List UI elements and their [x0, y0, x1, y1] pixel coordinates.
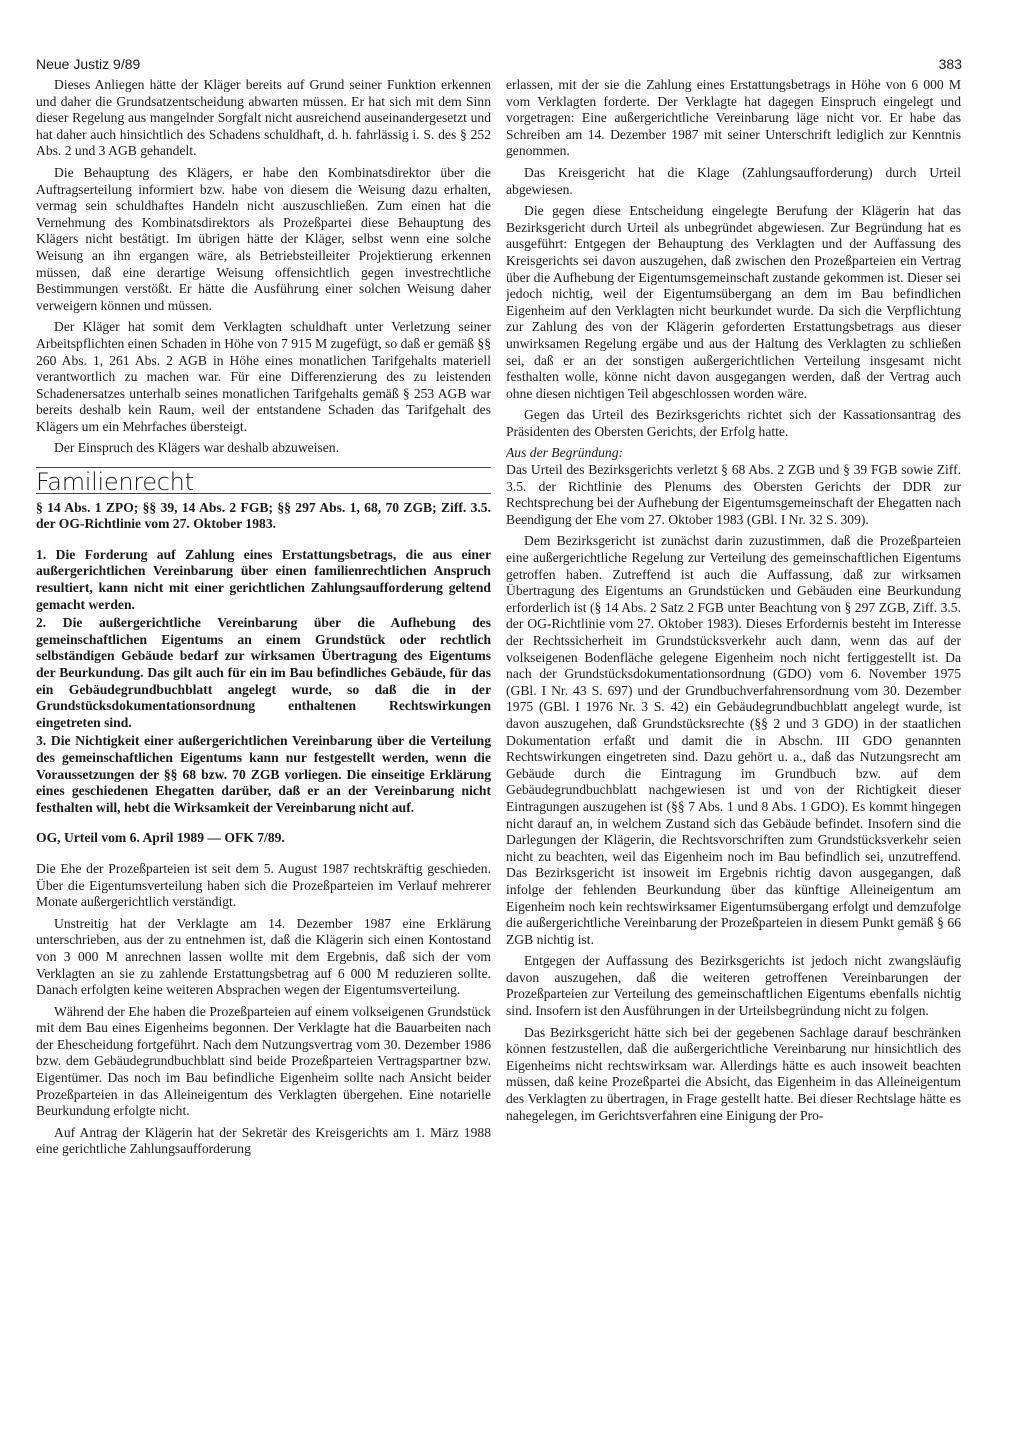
right-column: [506, 77, 961, 1422]
paragraph: Dieses Anliegen hätte der Kläger bereits auf Grund seiner Funktion erkennen und daher die Grundsatzentscheidung abwarten müssen. Er hat sich mit dem Sinn dieser Regelung aus mangelnder Sorgfalt nicht ausreichend auseinandergesetzt und hat daher auch hinsichtlich des Schadens schuldhaft, d. h. fahrlässig i. S. des § 252 Abs. 2 und 3 AGB gehandelt.: [36, 77, 491, 159]
journal-title: Neue Justiz 9/89: [36, 56, 141, 72]
page-header: [36, 56, 962, 72]
paragraph: Die gegen diese Entscheidung eingelegte Berufung der Klägerin hat das Bezirksgericht durch Urteil als unbegründet abgewiesen. Zur Begründung hat es ausgeführt: Entgegen der Behauptung des Verklagten und der Auffassung des Kreisgerichts sei davon auszugehen, daß zwischen den Prozeßparteien ein Vertrag über die Aufhebung der Eigentumsgemeinschaft zustande gekommen ist. Dieser sei jedoch nichtig, weil der Eigentumsübergang an dem im Bau befindlichen Eigenheim auf den Verklagten nicht beurkundet wurde. Da sich die Verpflichtung zur Zahlung des von der Klägerin geforderten Erstattungsbetrags aus dieser unwirksamen Regelung ergäbe und aus der Haltung des Verklagten zu schließen sei, daß er an der sonstigen außergerichtlichen Verteilung insgesamt nicht festhalten wolle, könne nicht davon ausgegangen werden, daß der Vertrag auch ohne diesen nichtigen Teil abgeschlossen worden wäre.: [506, 203, 961, 401]
paragraph: Der Kläger hat somit dem Verklagten schuldhaft unter Verletzung seiner Arbeitspflichten einen Schaden in Höhe von 7 915 M zugefügt, so daß er gemäß §§ 260 Abs. 1, 261 Abs. 2 AGB in Höhe eines monatlichen Tarifgehalts materiell verantwortlich zu machen war. Für eine Differenzierung des zu leistenden Schadenersatzes unterhalb seines monatlichen Tarifgehalts gemäß § 253 AGB war bereits deshalb kein Raum, weil der entstandene Schaden das Tarifgehalt des Klägers um ein Mehrfaches übersteigt.: [36, 319, 491, 434]
left-column: [36, 77, 491, 1417]
headnote-3: 3. Die Nichtigkeit einer außergerichtlichen Vereinbarung über die Verteilung des gemeinschaftlichen Eigentums kann nur festgestellt werden, wenn die Voraussetzungen der §§ 68 bzw. 70 ZGB vorliegen. Die einseitige Erklärung eines geschiedenen Ehegatten darüber, daß er an der Vereinbarung nicht festhalten will, hebt die Wirksamkeit der Vereinbarung nicht auf.: [36, 733, 491, 815]
paragraph: Auf Antrag der Klägerin hat der Sekretär des Kreisgerichts am 1. März 1988 eine gerichtliche Zahlungsaufforderung: [36, 1124, 491, 1157]
legal-references: § 14 Abs. 1 ZPO; §§ 39, 14 Abs. 2 FGB; §§ 297 Abs. 1, 68, 70 ZGB; Ziff. 3.5. der OG-Richtlinie vom 27. Oktober 1983.: [36, 499, 491, 532]
paragraph: Gegen das Urteil des Bezirksgerichts richtet sich der Kassationsantrag des Präsidenten des Obersten Gerichts, der Erfolg hatte.: [506, 407, 961, 439]
headnote-1: 1. Die Forderung auf Zahlung eines Erstattungsbetrags, die aus einer außergerichtlichen Vereinbarung über einen familienrechtlichen Anspruch resultiert, kann nicht mit einer gerichtlichen Zahlungsaufforderung geltend gemacht werden.: [36, 546, 491, 612]
paragraph: Das Kreisgericht hat die Klage (Zahlungsaufforderung) durch Urteil abgewiesen.: [506, 164, 961, 197]
paragraph: Das Urteil des Bezirksgerichts verletzt § 68 Abs. 2 ZGB und § 39 FGB sowie Ziff. 3.5. der Richtlinie des Plenums des Obersten Gerichts der DDR zur Rechtsprechung bei der Aufhebung der Eigentumsgemeinschaft der Ehegatten nach Beendigung der Ehe vom 27. Oktober 1983 (GBl. I Nr. 32 S. 309).: [506, 462, 961, 527]
subheading: Aus der Begründung:: [506, 445, 624, 461]
paragraph: Unstreitig hat der Verklagte am 14. Dezember 1987 eine Erklärung unterschrieben, aus der zu entnehmen ist, daß die Klägerin sich einen Kontostand von 3 000 M anrechnen lassen wollte mit dem Ergebnis, daß sich der vom Verklagten an sie zu zahlende Erstattungsbetrag auf 6 000 M reduzieren sollte. Danach erfolgten keine weiteren Absprachen wegen der Eigentumsverteilung.: [36, 915, 491, 998]
paragraph: Entgegen der Auffassung des Bezirksgerichts ist jedoch nicht zwangsläufig davon auszugehen, daß die weiteren getroffenen Vereinbarungen der Prozeßparteien zur Verteilung des gemeinschaftlichen Eigentums ebenfalls nichtig sind. Insofern ist den Ausführungen in der Urteilsbegründung nicht zu folgen.: [506, 953, 961, 1019]
paragraph: Der Einspruch des Klägers war deshalb abzuweisen.: [54, 440, 339, 456]
paragraph: Die Behauptung des Klägers, er habe den Kombinatsdirektor über die Auftragserteilung informiert bzw. habe von diesem die Weisung dazu erhalten, vermag sein schuldhaftes Handeln nicht auszuschließen. Zum einen hat die Vernehmung des Kombinatsdirektors als Prozeßpartei diese Behauptung des Klägers nicht bestätigt. Im übrigen hätte der Kläger, selbst wenn eine solche Weisung an ihn ergangen wäre, als Betriebsteilleiter Projektierung erkennen müssen, daß eine derartige Weisung offensichtlich gegen investrechtliche Bestimmungen verstößt. Er hätte die Ausführung einer solchen Weisung daher verweigern können und müssen.: [36, 164, 491, 313]
paragraph: Dem Bezirksgericht ist zunächst darin zuzustimmen, daß die Prozeßparteien eine außergerichtliche Regelung zur Verteilung des gemeinschaftlichen Eigentums getroffen haben. Zutreffend ist auch die Auffassung, daß zur wirksamen Übertragung des Eigentums an Grundstücken und Gebäuden eine Beurkundung erforderlich ist (§ 14 Abs. 2 Satz 2 FGB unter Beachtung von § 297 ZGB, Ziff. 3.5. der OG-Richtlinie vom 27. Oktober 1983). Dieses Erfordernis besteht im Interesse der Rechtssicherheit im Grundstücksverkehr auch dann, wenn das auf der volkseigenen Bodenfläche gelegene Eigenheim noch nicht fertiggestellt ist. Da nach der Grundstücksdokumentationsordnung (GDO) vom 6. November 1975 (GBl. I Nr. 43 S. 697) und der Grundbuchverfahrensordnung vom 30. Dezember 1975 (GBl. I 1976 Nr. 3 S. 42) ein Gebäudegrundbuchblatt angelegt wurde, ist davon auszugehen, daß Grundstücksrechte (§§ 2 und 3 GDO) in der staatlichen Dokumentation erfaßt und damit die in Abschn. III GDO genannten Rechtswirkungen eingetreten sind. Dazu gehört u. a., daß das Nutzungsrecht am Gebäude durch die Eintragung im Grundbuch bzw. auf dem Gebäudegrundbuchblatt nachgewiesen ist und von der Richtigkeit dieser Eintragungen auszugehen ist (§§ 7 Abs. 1 und 8 Abs. 1 GDO). Es kommt hingegen nicht darauf an, in welchem Zustand sich das Gebäude befindet. Insofern sind die Darlegungen der Klägerin, die Rechtsvorschriften zum Grundstücksverkehr seien nicht zu beachten, weil das Eigenheim noch im Bau befindlich sei, unzutreffend. Das Bezirksgericht ist insoweit im Ergebnis richtig davon ausgegangen, daß infolge der fehlenden Beurkundung über das künftige Alleineigentum am Eigenheim noch kein rechtswirksamer Eigentumsübergang erfolgt und demzufolge die außergerichtliche Vereinbarung der Prozeßparteien in diesem Punkt gemäß § 66 ZGB nichtig ist.: [506, 533, 961, 947]
paragraph: erlassen, mit der sie die Zahlung eines Erstattungsbetrags in Höhe von 6 000 M vom Verklagten forderte. Der Verklagte hat dagegen Einspruch eingelegt und vorgetragen: Eine außergerichtliche Vereinbarung läge nicht vor. Er habe das Schreiben am 14. Dezember 1987 mit seiner Unterschrift lediglich zur Kenntnis genommen.: [506, 77, 961, 159]
page-number: 383: [938, 56, 962, 72]
paragraph: Während der Ehe haben die Prozeßparteien auf einem volkseigenen Grundstück mit dem Bau eines Eigenheims begonnen. Der Verklagte hat die Bauarbeiten nach der Ehescheidung fortgeführt. Nach dem Nutzungsvertrag vom 30. Dezember 1986 bzw. dem Gebäudegrundbuchblatt sind beide Prozeßparteien Vertragspartner bzw. Eigentümer. Das noch im Bau befindliche Eigenheim sollte nach Ansicht beider Prozeßparteien in das Alleineigentum des Verklagten übergehen. Eine notarielle Beurkundung erfolgte nicht.: [36, 1003, 491, 1119]
headnote-2: 2. Die außergerichtliche Vereinbarung über die Aufhebung des gemeinschaftlichen Eigentums an einem Grundstück oder rechtlich selbständigen Gebäude bedarf zur wirksamen Übertragung des Eigentums der Beurkundung. Das gilt auch für ein im Bau befindliches Gebäude, für das ein Gebäudegrundbuchblatt angelegt wurde, so daß die in der Grundstücksdokumentationsordnung enthaltenen Rechtswirkungen eingetreten sind.: [36, 615, 491, 730]
ruling-citation: OG, Urteil vom 6. April 1989 — OFK 7/89.: [36, 830, 285, 846]
section-title: Familienrecht: [36, 467, 491, 493]
paragraph: Das Bezirksgericht hätte sich bei der gegebenen Sachlage darauf beschränken können festzustellen, daß die außergerichtliche Vereinbarung nur hinsichtlich des Eigenheims nicht rechtswirksam war. Allerdings hätte es auch insoweit beachten müssen, daß keine Prozeßpartei die Absicht, das Eigenheim in das Alleineigentum des Verklagten zu übertragen, in Frage gestellt hatte. Bei dieser Rechtslage hätte es nahegelegen, im Gerichtsverfahren eine Einigung der Pro-: [506, 1024, 961, 1123]
paragraph: Die Ehe der Prozeßparteien ist seit dem 5. August 1987 rechtskräftig geschieden. Über die Eigentumsverteilung haben sich die Prozeßparteien im Verlauf mehrerer Monate außergerichtlich verständigt.: [36, 860, 491, 910]
